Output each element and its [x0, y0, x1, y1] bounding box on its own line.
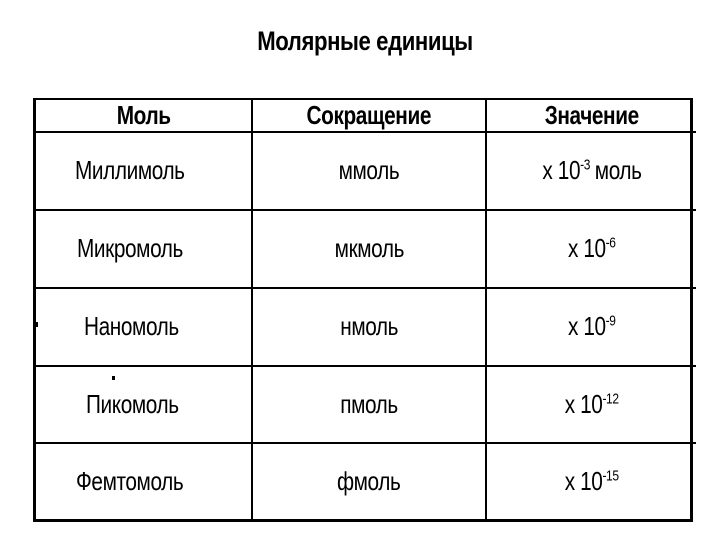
- value-prefix: x 10: [564, 466, 603, 497]
- table-header-row: [36, 100, 696, 132]
- unit-value-cell: [486, 210, 696, 288]
- unit-abbr-cell: мкмоль: [252, 210, 486, 288]
- unit-abbr-cell: ммоль: [252, 132, 486, 210]
- table-row: [36, 288, 696, 366]
- scan-speck: [36, 322, 38, 327]
- column-header-abbreviation: Сокращение: [252, 100, 486, 132]
- table-row: [36, 210, 696, 288]
- scan-speck: [34, 346, 36, 348]
- page-title: Молярные единицы: [257, 26, 473, 56]
- scan-speck: [112, 376, 115, 380]
- unit-abbr-cell: нмоль: [252, 288, 486, 366]
- molar-units-table: [33, 98, 693, 522]
- unit-name-cell: Фемтомоль: [36, 443, 252, 519]
- unit-name-cell: Наномоль: [36, 288, 252, 366]
- table-row: [36, 366, 696, 444]
- table-row: [36, 443, 696, 519]
- value-prefix: x 10: [567, 233, 606, 264]
- unit-abbr-cell: пмоль: [252, 366, 486, 444]
- unit-value-cell: [486, 288, 696, 366]
- value-prefix: x 10: [541, 155, 580, 186]
- unit-name-cell: Микромоль: [36, 210, 252, 288]
- value-suffix: моль: [594, 155, 642, 186]
- value-prefix: x 10: [567, 311, 606, 342]
- unit-value-cell: [486, 443, 696, 519]
- column-header-mole: Моль: [36, 100, 252, 132]
- value-exponent: -6: [605, 234, 616, 252]
- unit-value-cell: [486, 132, 696, 210]
- value-exponent: -9: [605, 312, 616, 330]
- value-prefix: x 10: [564, 389, 603, 419]
- unit-name-cell: Пикомоль: [36, 366, 252, 444]
- unit-name-cell: Миллимоль: [36, 132, 252, 210]
- column-header-value: Значение: [486, 100, 696, 132]
- value-exponent: -3: [579, 156, 590, 174]
- table: [36, 100, 696, 519]
- unit-value-cell: [486, 366, 696, 444]
- value-exponent: -15: [602, 467, 619, 485]
- unit-abbr-cell: фмоль: [252, 443, 486, 519]
- table-row: [36, 132, 696, 210]
- value-exponent: -12: [602, 390, 619, 408]
